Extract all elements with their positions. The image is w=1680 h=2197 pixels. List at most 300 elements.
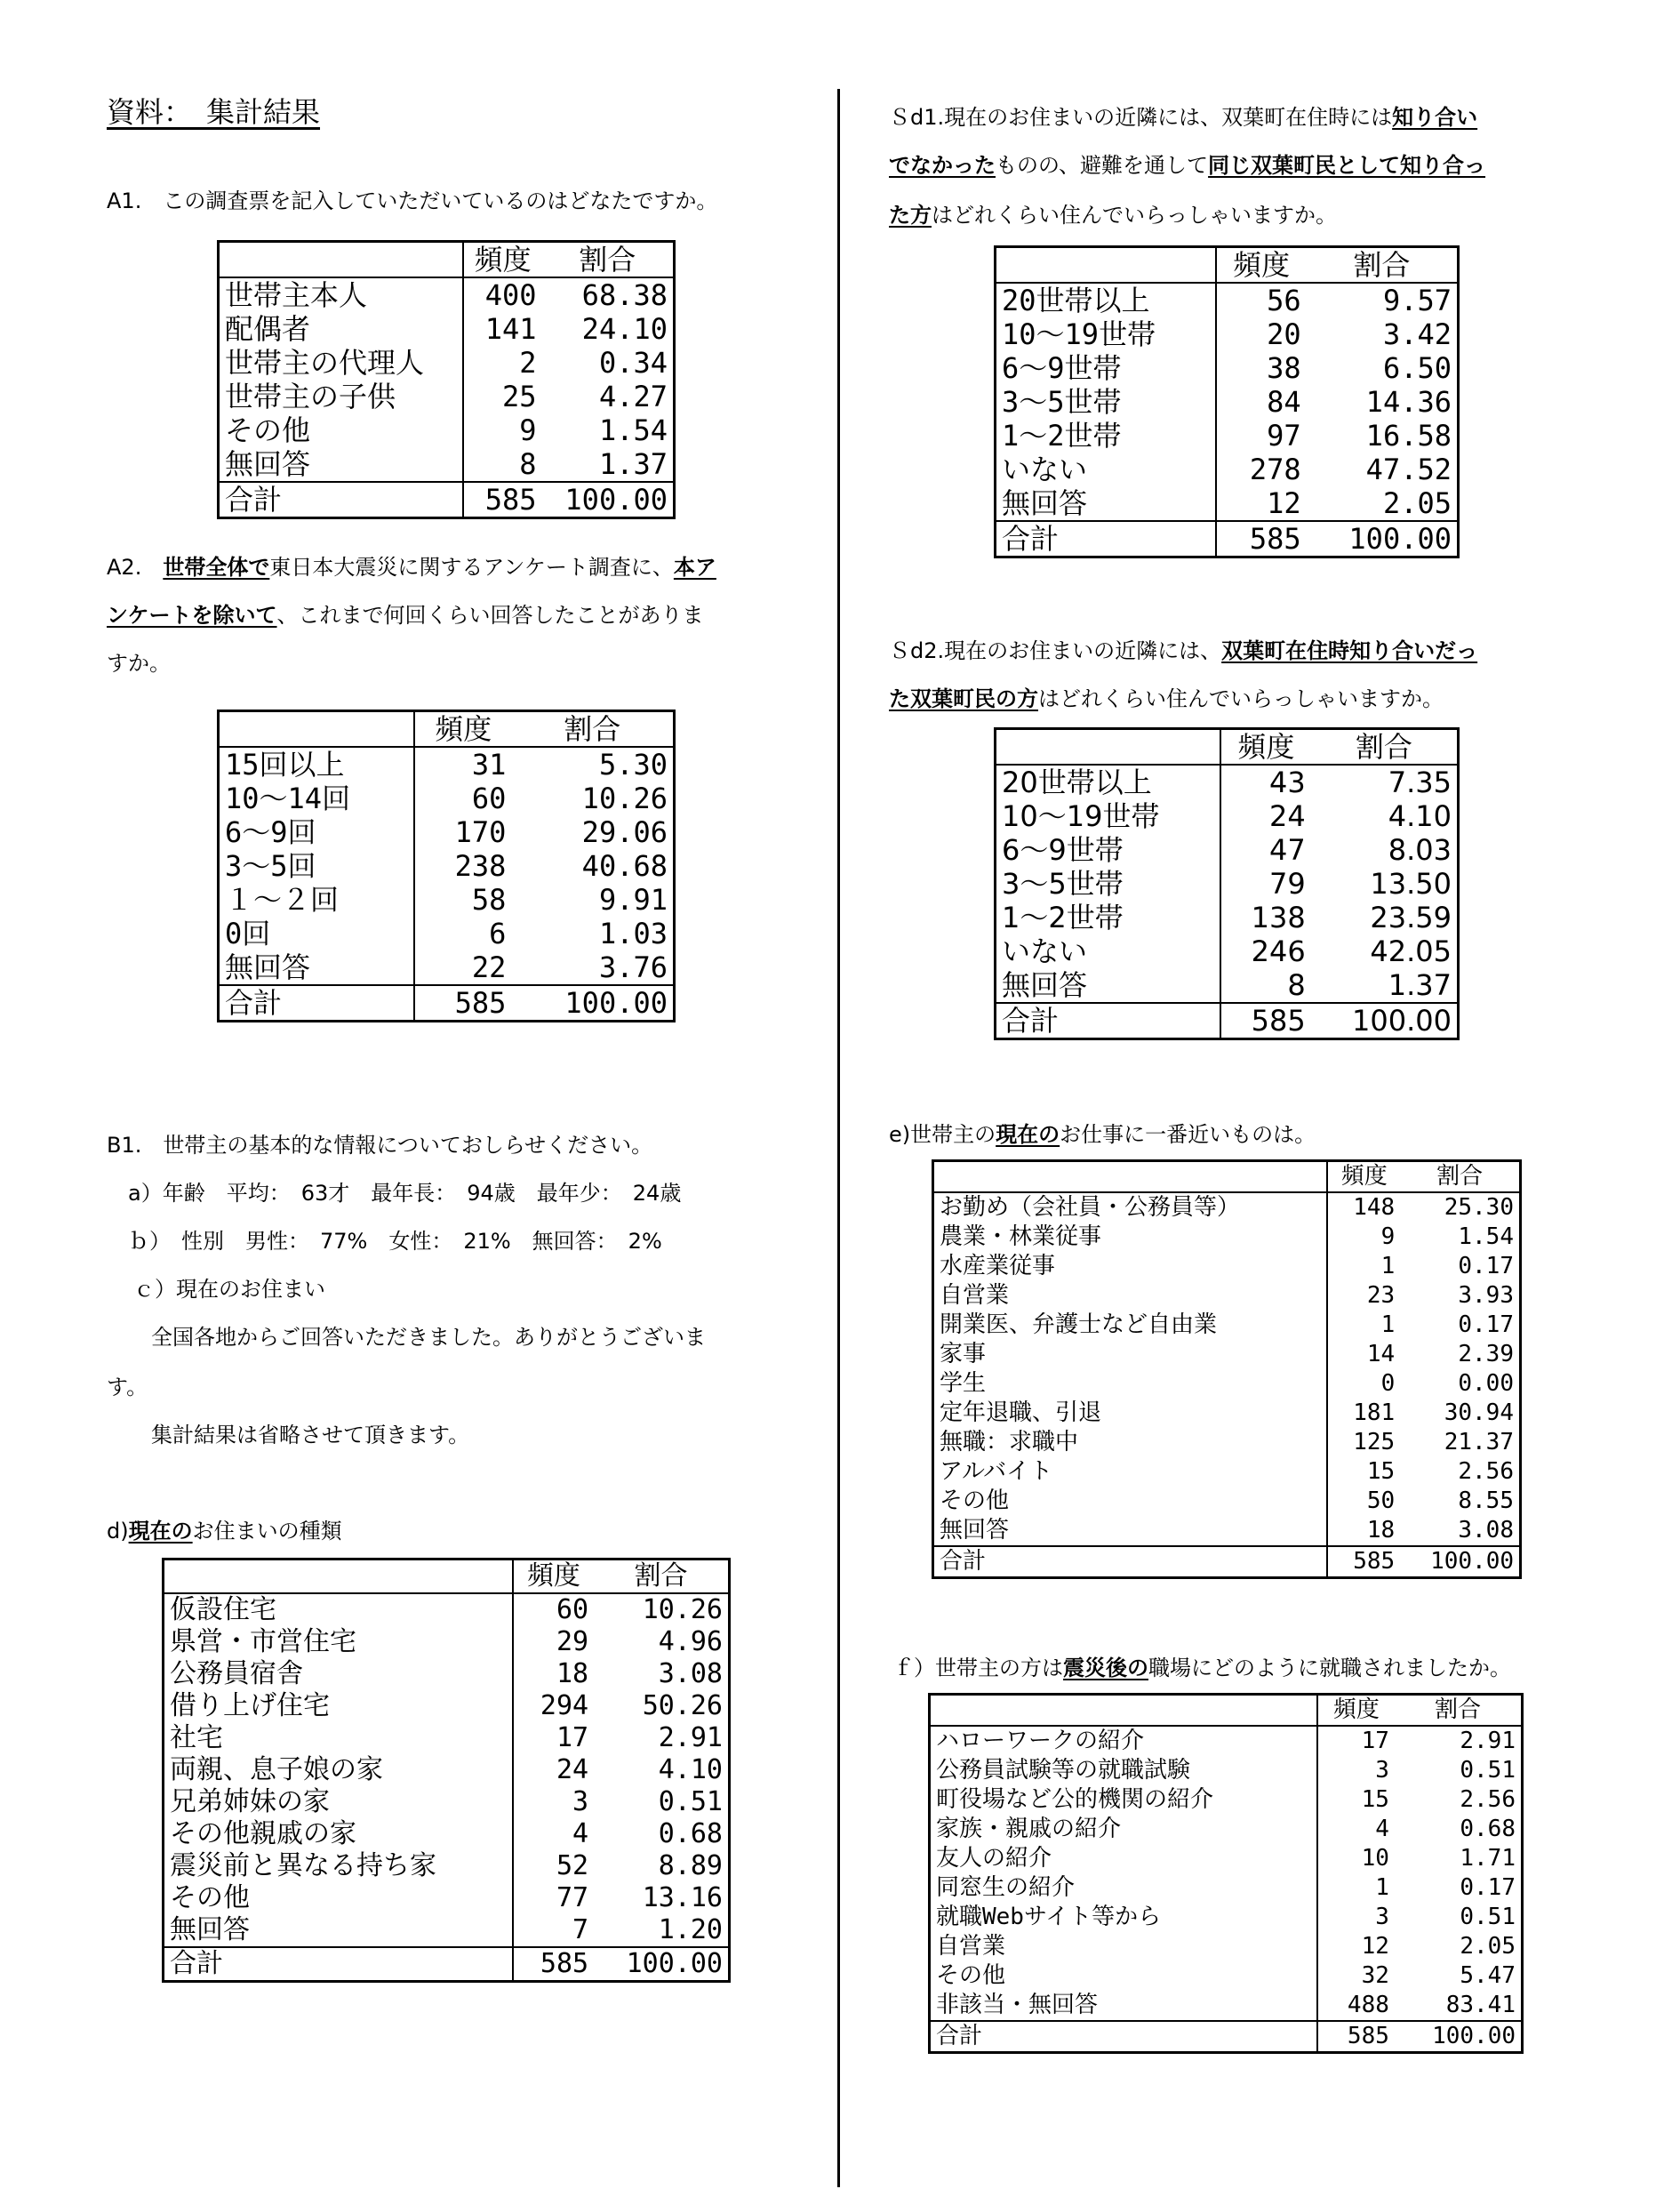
row-label: 無回答 — [996, 486, 1216, 521]
row-frequency: 15 — [1361, 1786, 1389, 1813]
row-frequency: 32 — [1361, 1962, 1389, 1989]
table-row — [996, 833, 1459, 867]
row-percent: 0.00 — [1458, 1370, 1514, 1397]
question-d-emphasis: 現在の — [128, 1519, 193, 1544]
row-frequency: 79 — [1269, 867, 1306, 901]
row-label: 開業医、弁護士など自由業 — [933, 1311, 1328, 1340]
row-percent: 1.20 — [658, 1914, 723, 1945]
row-percent: 2.91 — [1460, 1728, 1516, 1754]
table-row — [219, 782, 675, 815]
table-header-row — [219, 242, 675, 278]
row-percent: 29.06 — [581, 815, 668, 849]
row-frequency: 3 — [1375, 1757, 1389, 1784]
question-d-rest: お住まいの種類 — [192, 1519, 342, 1544]
table-row — [930, 1815, 1523, 1844]
row-percent: 3.42 — [1382, 317, 1452, 351]
table-row — [219, 346, 675, 380]
row-label: 合計 — [933, 1546, 1328, 1578]
row-label: 仮設住宅 — [164, 1593, 513, 1626]
table-row — [933, 1369, 1521, 1399]
question-sd1-emphasis-2b: た方 — [889, 203, 932, 228]
row-frequency: 170 — [454, 815, 507, 849]
row-label: 友人の紹介 — [930, 1844, 1317, 1873]
row-percent: 1.03 — [598, 917, 668, 950]
question-b1: B1. 世帯主の基本的な情報についておしらせください。 — [107, 1133, 653, 1158]
table-row — [219, 277, 675, 312]
row-label: 公務員宿舎 — [164, 1658, 513, 1690]
row-label: 15回以上 — [219, 747, 415, 782]
row-label: ハローワークの紹介 — [930, 1726, 1317, 1756]
row-percent: 100.00 — [1307, 521, 1459, 557]
row-percent: 8.55 — [1458, 1487, 1514, 1514]
row-label: 3～5世帯 — [996, 867, 1221, 901]
table-row — [930, 1756, 1523, 1785]
row-percent: 1.37 — [598, 447, 668, 481]
table-row — [219, 747, 675, 782]
table-header-row — [219, 711, 675, 748]
row-frequency: 238 — [454, 849, 507, 883]
header-percent: 割合 — [1395, 1695, 1523, 1727]
row-frequency: 97 — [1267, 419, 1301, 453]
row-percent: 100.00 — [1395, 2021, 1523, 2053]
header-label — [219, 711, 415, 748]
row-percent: 0.68 — [1460, 1816, 1516, 1842]
row-frequency: 43 — [1269, 766, 1306, 799]
row-label: いない — [996, 934, 1221, 968]
question-e — [889, 1122, 1316, 1147]
table-header-row — [996, 247, 1459, 284]
table-row — [933, 1340, 1521, 1369]
page-title: 資料： 集計結果 — [107, 95, 321, 129]
row-label: 1～2世帯 — [996, 419, 1216, 453]
b1-residence-text-1: 全国各地からご回答いただきました。ありがとうございま — [151, 1325, 706, 1350]
row-frequency: 9 — [519, 413, 537, 447]
question-f-emphasis: 震災後の — [1063, 1656, 1148, 1680]
row-label: いない — [996, 453, 1216, 486]
question-sd2-rest: はどれくらい住んでいらっしゃいますか。 — [1038, 686, 1444, 711]
table-row — [219, 917, 675, 950]
row-label: 配偶者 — [219, 312, 463, 346]
question-a2 — [107, 555, 716, 580]
row-label: その他 — [219, 413, 463, 447]
row-percent: 9.57 — [1382, 284, 1452, 317]
question-a2-mid: 東日本大震災に関するアンケート調査に、 — [269, 555, 674, 580]
table-total-row — [164, 1947, 730, 1982]
row-percent: 10.26 — [581, 782, 668, 815]
row-label: 合計 — [219, 482, 463, 518]
header-percent: 割合 — [1307, 247, 1459, 284]
question-sd1-mid: ものの、避難を通して — [996, 153, 1209, 178]
table-row — [219, 950, 675, 985]
table-row — [996, 283, 1459, 317]
row-percent: 5.30 — [598, 748, 668, 782]
row-frequency: 77 — [556, 1882, 589, 1913]
row-frequency: 181 — [1353, 1399, 1396, 1426]
table-row — [164, 1818, 730, 1850]
row-label: 世帯主の子供 — [219, 380, 463, 413]
row-percent: 5.47 — [1460, 1962, 1516, 1989]
table-row — [164, 1690, 730, 1722]
row-frequency: 47 — [1269, 833, 1306, 867]
row-percent: 68.38 — [581, 278, 668, 312]
table-row — [930, 1961, 1523, 1991]
table-f — [928, 1693, 1524, 2054]
table-row — [996, 934, 1459, 968]
header-percent: 割合 — [1311, 729, 1459, 766]
question-f-rest: 職場にどのように就職されましたか。 — [1148, 1656, 1511, 1680]
row-frequency: 10 — [1361, 1845, 1389, 1872]
table-row — [996, 867, 1459, 901]
row-frequency: 294 — [540, 1690, 589, 1721]
table-row — [996, 419, 1459, 453]
row-label: 3～5世帯 — [996, 385, 1216, 419]
header-percent: 割合 — [1400, 1161, 1520, 1193]
question-d — [107, 1519, 342, 1544]
table-row — [933, 1311, 1521, 1340]
row-percent: 4.10 — [658, 1754, 723, 1785]
row-label: 0回 — [219, 917, 415, 950]
row-label: その他 — [933, 1487, 1328, 1516]
row-label: 水産業従事 — [933, 1252, 1328, 1281]
row-frequency: 24 — [556, 1754, 589, 1785]
row-percent: 50.26 — [642, 1690, 723, 1721]
row-label: 6～9回 — [219, 815, 415, 849]
row-percent: 8.03 — [1388, 833, 1452, 867]
row-frequency: 3 — [572, 1786, 589, 1817]
row-label: 無回答 — [219, 447, 463, 482]
row-percent: 0.51 — [658, 1786, 723, 1817]
row-frequency: 8 — [1287, 968, 1306, 1002]
row-percent: 0.51 — [1460, 1904, 1516, 1930]
b1-residence-text-2: す。 — [107, 1375, 148, 1399]
row-label: 両親、息子娘の家 — [164, 1754, 513, 1786]
table-row — [933, 1457, 1521, 1487]
row-percent: 0.51 — [1460, 1757, 1516, 1784]
row-label: 借り上げ住宅 — [164, 1690, 513, 1722]
row-label: アルバイト — [933, 1457, 1328, 1487]
row-label: １～２回 — [219, 883, 415, 917]
table-row — [996, 486, 1459, 521]
row-frequency: 23 — [1366, 1282, 1396, 1309]
row-percent: 2.39 — [1458, 1341, 1514, 1367]
table-total-row — [996, 521, 1459, 557]
table-row — [930, 1991, 1523, 2021]
row-label: 社宅 — [164, 1722, 513, 1754]
row-label: 就職Webサイト等から — [930, 1903, 1317, 1932]
row-label: 兄弟姉妹の家 — [164, 1786, 513, 1818]
row-label: その他 — [164, 1882, 513, 1914]
table-row — [933, 1487, 1521, 1516]
row-frequency: 246 — [1251, 934, 1306, 968]
row-label: お勤め（会社員・公務員等） — [933, 1192, 1328, 1223]
table-sd1 — [994, 245, 1460, 558]
header-frequency: 頻度 — [414, 711, 511, 748]
question-sd1-rest: はどれくらい住んでいらっしゃいますか。 — [932, 203, 1337, 228]
row-label: 合計 — [164, 1947, 513, 1982]
b1-age-line: a）年齢 平均： 63才 最年長： 94歳 最年少： 24歳 — [128, 1181, 682, 1206]
row-frequency: 22 — [471, 950, 507, 984]
table-row — [996, 799, 1459, 833]
row-percent: 23.59 — [1370, 901, 1452, 934]
question-sd2-emphasis-1b: た双葉町民の方 — [889, 686, 1038, 711]
question-a2-emphasis-2b: ンケートを除いて — [107, 603, 277, 628]
row-label: 世帯主の代理人 — [219, 346, 463, 380]
table-row — [930, 1844, 1523, 1873]
table-row — [930, 1726, 1523, 1756]
header-label — [996, 247, 1216, 284]
table-row — [996, 968, 1459, 1003]
header-label — [933, 1161, 1328, 1193]
question-a2-rest1: 、これまで何回くらい回答したことがありま — [276, 603, 704, 628]
table-row — [996, 351, 1459, 385]
table-row — [933, 1281, 1521, 1311]
row-label: 20世帯以上 — [996, 765, 1221, 799]
question-e-rest: お仕事に一番近いものは。 — [1060, 1122, 1316, 1147]
row-frequency: 3 — [1375, 1904, 1389, 1930]
row-frequency: 7 — [572, 1914, 589, 1945]
row-frequency: 125 — [1353, 1429, 1396, 1455]
question-sd2-line2 — [889, 686, 1444, 711]
row-frequency: 148 — [1353, 1194, 1396, 1221]
row-label: 合計 — [996, 1003, 1221, 1039]
row-percent: 30.94 — [1444, 1399, 1514, 1426]
row-label: 無回答 — [933, 1516, 1328, 1546]
row-label: 20世帯以上 — [996, 283, 1216, 317]
row-percent: 3.76 — [598, 950, 668, 984]
row-frequency: 14 — [1366, 1341, 1396, 1367]
row-label: その他親戚の家 — [164, 1818, 513, 1850]
row-label: 学生 — [933, 1369, 1328, 1399]
table-total-row — [933, 1546, 1521, 1578]
row-percent: 47.52 — [1365, 453, 1452, 486]
table-row — [219, 380, 675, 413]
table-a1 — [217, 240, 676, 519]
header-percent: 割合 — [594, 1560, 729, 1594]
row-percent: 3.93 — [1458, 1282, 1514, 1309]
header-percent: 割合 — [542, 242, 675, 278]
table-row — [996, 901, 1459, 934]
question-sd2-emphasis-1a: 双葉町在住時知り合いだっ — [1221, 638, 1478, 663]
question-sd1-prefix: Ｓd1.現在のお住まいの近隣には、双葉町在住時には — [889, 105, 1393, 130]
table-row — [219, 883, 675, 917]
table-row — [164, 1914, 730, 1947]
row-label: 無回答 — [996, 968, 1221, 1003]
row-percent: 1.37 — [1388, 968, 1452, 1002]
row-percent: 0.17 — [1460, 1874, 1516, 1901]
row-percent: 7.35 — [1388, 766, 1452, 799]
row-frequency: 585 — [414, 985, 511, 1022]
row-frequency: 1 — [1375, 1874, 1389, 1901]
row-label: 10～19世帯 — [996, 317, 1216, 351]
row-frequency: 18 — [556, 1658, 589, 1689]
table-row — [164, 1850, 730, 1882]
table-d — [162, 1558, 731, 1983]
row-percent: 6.50 — [1382, 351, 1452, 385]
row-label: 無職：求職中 — [933, 1428, 1328, 1457]
row-percent: 42.05 — [1370, 934, 1452, 968]
row-percent: 14.36 — [1365, 385, 1452, 419]
header-frequency: 頻度 — [1220, 729, 1311, 766]
row-frequency: 15 — [1366, 1458, 1396, 1485]
table-total-row — [930, 2021, 1523, 2053]
table-total-row — [219, 482, 675, 518]
header-percent: 割合 — [511, 711, 674, 748]
row-frequency: 6 — [489, 917, 507, 950]
row-frequency: 9 — [1380, 1223, 1396, 1250]
row-percent: 3.08 — [1458, 1517, 1514, 1544]
row-percent: 2.91 — [658, 1722, 723, 1753]
row-frequency: 12 — [1267, 486, 1301, 520]
b1-residence-text-3: 集計結果は省略させて頂きます。 — [151, 1423, 470, 1447]
row-percent: 0.68 — [658, 1818, 723, 1849]
row-percent: 100.00 — [1400, 1546, 1520, 1578]
row-label: 家族・親戚の紹介 — [930, 1815, 1317, 1844]
row-label: 定年退職、引退 — [933, 1399, 1328, 1428]
table-row — [219, 312, 675, 346]
row-frequency: 1 — [1380, 1311, 1396, 1338]
row-label: 6～9世帯 — [996, 833, 1221, 867]
row-percent: 1.71 — [1460, 1845, 1516, 1872]
row-percent: 2.05 — [1460, 1933, 1516, 1960]
table-row — [164, 1658, 730, 1690]
row-percent: 0.17 — [1458, 1253, 1514, 1279]
table-row — [996, 385, 1459, 419]
table-row — [996, 317, 1459, 351]
row-percent: 0.34 — [598, 346, 668, 380]
table-sd2 — [994, 727, 1460, 1040]
question-d-prefix: d) — [107, 1519, 129, 1544]
table-row — [933, 1399, 1521, 1428]
question-e-prefix: e)世帯主の — [889, 1122, 996, 1147]
row-percent: 13.50 — [1370, 867, 1452, 901]
row-frequency: 2 — [519, 346, 537, 380]
table-row — [933, 1223, 1521, 1252]
question-a2-line3: すか。 — [107, 651, 171, 676]
table-a2 — [217, 710, 676, 1022]
row-percent: 0.17 — [1458, 1311, 1514, 1338]
table-row — [164, 1722, 730, 1754]
table-row — [164, 1754, 730, 1786]
table-row — [164, 1626, 730, 1658]
row-frequency: 38 — [1267, 351, 1301, 385]
table-row — [930, 1785, 1523, 1815]
row-frequency: 50 — [1366, 1487, 1396, 1514]
b1-gender-line: ｂ） 性別 男性： 77% 女性： 21% 無回答： 2% — [128, 1229, 662, 1254]
row-frequency: 18 — [1366, 1517, 1396, 1544]
column-divider — [837, 89, 840, 2187]
row-label: 合計 — [996, 521, 1216, 557]
table-row — [933, 1428, 1521, 1457]
row-percent: 9.91 — [598, 883, 668, 917]
row-frequency: 56 — [1267, 284, 1301, 317]
question-sd1-line3 — [889, 203, 1337, 228]
table-row — [933, 1192, 1521, 1223]
question-f — [892, 1656, 1511, 1680]
row-frequency: 58 — [471, 883, 507, 917]
row-frequency: 585 — [463, 482, 542, 518]
row-frequency: 17 — [556, 1722, 589, 1753]
table-row — [996, 765, 1459, 799]
row-frequency: 1 — [1380, 1253, 1396, 1279]
question-a2-emphasis-2a: 本ア — [673, 555, 716, 580]
header-label — [996, 729, 1221, 766]
table-header-row — [996, 729, 1459, 766]
row-label: 世帯主本人 — [219, 277, 463, 312]
row-frequency: 12 — [1361, 1933, 1389, 1960]
table-total-row — [996, 1003, 1459, 1039]
header-label — [164, 1560, 513, 1594]
row-frequency: 488 — [1347, 1992, 1389, 2018]
row-label: 3～5回 — [219, 849, 415, 883]
row-frequency: 585 — [1216, 521, 1307, 557]
table-row — [219, 447, 675, 482]
row-label: 無回答 — [219, 950, 415, 985]
row-percent: 4.10 — [1388, 799, 1452, 833]
question-e-emphasis: 現在の — [996, 1122, 1060, 1147]
row-percent: 4.27 — [598, 380, 668, 413]
row-label: 6～9世帯 — [996, 351, 1216, 385]
table-row — [930, 1932, 1523, 1961]
row-percent: 1.54 — [1458, 1223, 1514, 1250]
row-frequency: 585 — [1220, 1003, 1311, 1039]
table-row — [164, 1593, 730, 1626]
row-frequency: 585 — [1327, 1546, 1400, 1578]
row-label: 非該当・無回答 — [930, 1991, 1317, 2021]
row-frequency: 0 — [1380, 1370, 1396, 1397]
row-label: 公務員試験等の就職試験 — [930, 1756, 1317, 1785]
row-label: 10～19世帯 — [996, 799, 1221, 833]
question-sd1 — [889, 105, 1477, 130]
header-frequency: 頻度 — [463, 242, 542, 278]
question-a2-prefix: A2. — [107, 555, 164, 580]
row-frequency: 585 — [1317, 2021, 1395, 2053]
table-row — [219, 849, 675, 883]
table-row — [930, 1873, 1523, 1903]
question-sd1-emphasis-1a: 知り合い — [1392, 105, 1478, 130]
row-frequency: 585 — [513, 1947, 594, 1982]
table-header-row — [930, 1695, 1523, 1727]
header-label — [930, 1695, 1317, 1727]
row-label: その他 — [930, 1961, 1317, 1991]
row-label: 合計 — [930, 2021, 1317, 2053]
row-label: 自営業 — [933, 1281, 1328, 1311]
row-percent: 3.08 — [658, 1658, 723, 1689]
row-label: 1～2世帯 — [996, 901, 1221, 934]
row-percent: 8.89 — [658, 1850, 723, 1881]
row-label: 合計 — [219, 985, 415, 1022]
row-label: 無回答 — [164, 1914, 513, 1947]
row-label: 県営・市営住宅 — [164, 1626, 513, 1658]
row-frequency: 17 — [1361, 1728, 1389, 1754]
row-frequency: 141 — [484, 312, 537, 346]
row-frequency: 138 — [1251, 901, 1306, 934]
header-frequency: 頻度 — [1216, 247, 1307, 284]
question-a2-emphasis-1: 世帯全体で — [163, 555, 270, 580]
row-frequency: 278 — [1249, 453, 1301, 486]
question-sd2-prefix: Ｓd2.現在のお住まいの近隣には、 — [889, 638, 1222, 663]
question-sd1-line2 — [889, 153, 1485, 178]
row-percent: 16.58 — [1365, 419, 1452, 453]
table-row — [933, 1252, 1521, 1281]
b1-residence-line: ｃ）現在のお住まい — [133, 1277, 325, 1302]
row-label: 震災前と異なる持ち家 — [164, 1850, 513, 1882]
question-a1: A1. この調査票を記入していただいているのはどなたですか。 — [107, 188, 718, 213]
question-f-prefix: ｆ）世帯主の方は — [892, 1656, 1063, 1680]
row-label: 自営業 — [930, 1932, 1317, 1961]
row-percent: 13.16 — [642, 1882, 723, 1913]
row-frequency: 400 — [484, 278, 537, 312]
row-percent: 25.30 — [1444, 1194, 1514, 1221]
